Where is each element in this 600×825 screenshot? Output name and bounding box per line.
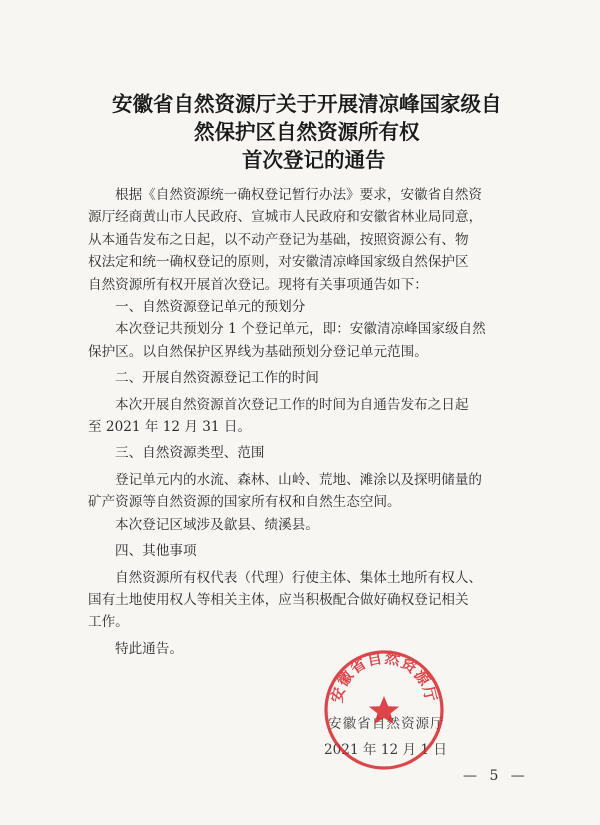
notice-title: [100, 90, 510, 174]
section-heading-2: 二、开展自然资源登记工作的时间: [115, 370, 319, 387]
intro-line: 自然资源所有权开展首次登记。现将有关事项通告如下：: [88, 276, 428, 293]
signature-date: 2021 年 12 月 1 日: [324, 742, 447, 758]
intro-line: 权法定和统一确权登记的原则，对安徽清凉峰国家级自然保护区: [88, 254, 469, 271]
section-heading-4: 四、其他事项: [115, 543, 197, 560]
section-2-line: 本次开展自然资源首次登记工作的时间为自通告发布之日起: [115, 396, 469, 413]
closing-line: 特此通告。: [115, 640, 183, 657]
section-3-line: 矿产资源等自然资源的国家所有权和自然生态空间。: [88, 494, 401, 511]
title-line-3: 首次登记的通告: [242, 148, 386, 172]
intro-line: 从本通告发布之日起，以不动产登记为基础，按照资源公有、物: [88, 231, 469, 248]
section-heading-3: 三、自然资源类型、范围: [115, 445, 265, 462]
section-3-line: 登记单元内的水流、森林、山岭、荒地、滩涂以及探明储量的: [115, 471, 483, 488]
section-1-line: 保护区。以自然保护区界线为基础预划分登记单元范围。: [88, 343, 428, 360]
intro-line: 源厅经商黄山市人民政府、宣城市人民政府和安徽省林业局同意，: [88, 209, 483, 226]
intro-line: 根据《自然资源统一确权登记暂行办法》要求，安徽省自然资: [115, 187, 483, 203]
title-line-1: 安徽省自然资源厅关于开展清凉峰国家级自: [112, 92, 502, 116]
svg-text:安徽省自然资源厅: [328, 649, 441, 705]
official-seal-icon: [322, 648, 446, 772]
section-1-line: 本次登记共预划分 1 个登记单元，即：安徽清凉峰国家级自然: [115, 321, 486, 338]
section-heading-1: 一、自然资源登记单元的预划分: [115, 299, 306, 316]
section-2-line: 至 2021 年 12 月 31 日。: [88, 419, 252, 436]
page-number: — 5 —: [463, 768, 529, 784]
title-line-2: 然保护区自然资源所有权: [194, 120, 420, 144]
notice-body: [88, 184, 528, 660]
section-4-line: 国有土地使用权人等相关主体，应当积极配合做好确权登记相关: [88, 591, 469, 608]
section-4-line: 工作。: [88, 614, 129, 631]
seal-text: 安徽省自然资源厅: [327, 648, 441, 705]
signature-org: 安徽省自然资源厅: [328, 716, 445, 732]
section-3-extra: 本次登记区域涉及歙县、绩溪县。: [115, 516, 319, 533]
section-4-line: 自然资源所有权代表（代理）行使主体、集体土地所有权人、: [115, 569, 483, 586]
